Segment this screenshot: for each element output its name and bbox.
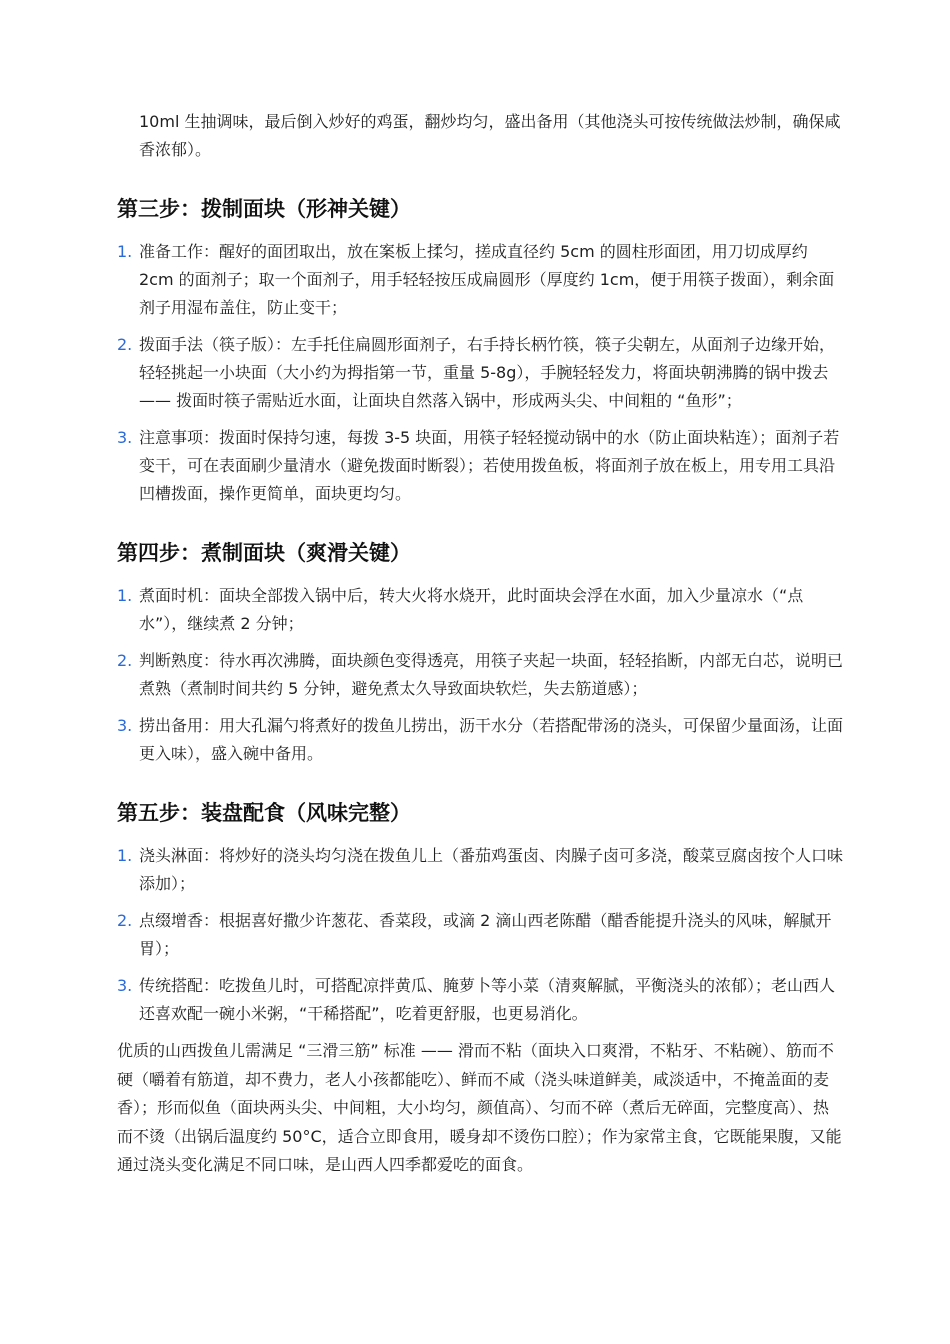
list-item-text: 注意事项：拨面时保持匀速，每拨 3-5 块面，用筷子轻轻搅动锅中的水（防止面块粘连）；面剂子若变干，可在表面刷少量清水（避免拨面时断裂）；若使用拨鱼板，将面剂子放在板上，用专用工具沿凹槽拨面，操作更简单，面块更均匀。 — [139, 428, 840, 503]
list-item-text: 点缀增香：根据喜好撒少许葱花、香菜段，或滴 2 滴山西老陈醋（醋香能提升浇头的风味，解腻开胃）； — [139, 911, 832, 958]
step-4-list — [117, 582, 843, 768]
list-item-text: 煮面时机：面块全部拨入锅中后，转大火将水烧开，此时面块会浮在水面，加入少量凉水（“点水”），继续煮 2 分钟； — [139, 586, 804, 633]
list-item-text: 浇头淋面：将炒好的浇头均匀浇在拨鱼儿上（番茄鸡蛋卤、肉臊子卤可多浇，酸菜豆腐卤按个人口味添加）； — [139, 846, 844, 893]
list-item — [117, 712, 843, 768]
list-number: 2. — [117, 335, 133, 354]
list-number: 2. — [117, 911, 133, 930]
list-item-text: 捞出备用：用大孔漏勺将煮好的拨鱼儿捞出，沥干水分（若搭配带汤的浇头，可保留少量面汤，让面更入味），盛入碗中备用。 — [139, 716, 844, 763]
list-item — [117, 331, 843, 415]
list-number: 3. — [117, 976, 133, 995]
step-5-list — [117, 842, 843, 1028]
list-number: 1. — [117, 586, 133, 605]
list-number: 3. — [117, 716, 133, 735]
list-number: 1. — [117, 242, 133, 261]
list-item — [117, 582, 843, 638]
list-number: 1. — [117, 846, 133, 865]
closing-paragraph: 优质的山西拨鱼儿需满足 “三滑三筋” 标准 —— 滑而不粘（面块入口爽滑，不粘牙、不粘碗）、筋而不硬（嚼着有筋道，却不费力，老人小孩都能吃）、鲜而不咸（浇头味道鲜美，咸淡适中，不掩盖面的麦香）；形而似鱼（面块两头尖、中间粗，大小均匀，颜值高）、匀而不碎（煮后无碎面，完整度高）、热而不烫（出锅后温度约 50°C，适合立即食用，暖身却不烫伤口腔）；作为家常主食，它既能果腹，又能通过浇头变化满足不同口味，是山西人四季都爱吃的面食。 — [117, 1041, 842, 1175]
list-item-text: 传统搭配：吃拨鱼儿时，可搭配凉拌黄瓜、腌萝卜等小菜（清爽解腻，平衡浇头的浓郁）；老山西人还喜欢配一碗小米粥，“干稀搭配”，吃着更舒服，也更易消化。 — [139, 976, 836, 1023]
list-item-text: 准备工作：醒好的面团取出，放在案板上揉匀，搓成直径约 5cm 的圆柱形面团，用刀切成厚约 2cm 的面剂子；取一个面剂子，用手轻轻按压成扁圆形（厚度约 1cm，便于用筷子拨面），剩余面剂子用湿布盖住，防止变干； — [139, 242, 835, 317]
list-item — [117, 972, 843, 1028]
step-3-list — [117, 238, 843, 508]
continuation-paragraph: 10ml 生抽调味，最后倒入炒好的鸡蛋，翻炒均匀，盛出备用（其他浇头可按传统做法炒制，确保咸香浓郁）。 — [139, 112, 841, 159]
list-item — [117, 424, 843, 508]
list-item — [117, 842, 843, 898]
list-item — [117, 907, 843, 963]
list-item — [117, 647, 843, 703]
list-number: 3. — [117, 428, 133, 447]
list-number: 2. — [117, 651, 133, 670]
list-item-text: 拨面手法（筷子版）：左手托住扁圆形面剂子，右手持长柄竹筷，筷子尖朝左，从面剂子边缘开始，轻轻挑起一小块面（大小约为拇指第一节，重量 5-8g），手腕轻轻发力，将面块朝沸腾的锅中拨去 —— 拨面时筷子需贴近水面，让面块自然落入锅中，形成两头尖、中间粗的 “鱼形”； — [139, 335, 836, 410]
list-item — [117, 238, 843, 322]
section-heading-step-4: 第四步：煮制面块（爽滑关键） — [117, 541, 411, 565]
section-heading-step-5: 第五步：装盘配食（风味完整） — [117, 801, 411, 825]
section-heading-step-3: 第三步：拨制面块（形神关键） — [117, 197, 411, 221]
list-item-text: 判断熟度：待水再次沸腾，面块颜色变得透亮，用筷子夹起一块面，轻轻掐断，内部无白芯，说明已煮熟（煮制时间共约 5 分钟，避免煮太久导致面块软烂，失去筋道感）； — [139, 651, 844, 698]
document-page — [117, 108, 843, 1180]
